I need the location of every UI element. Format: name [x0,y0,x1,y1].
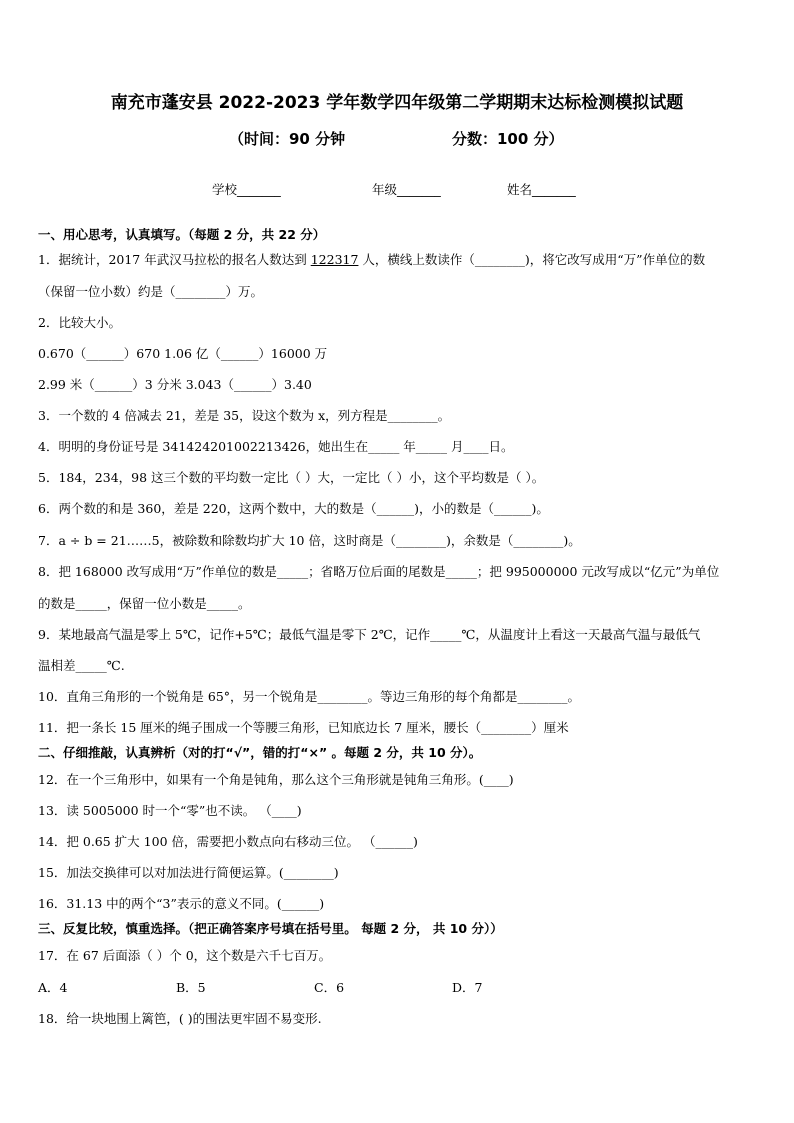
page-title: 南充市蓬安县 2022-2023 学年数学四年级第二学期期末达标检测模拟试题 [110,93,684,113]
section-3-heading: 三、反复比较，慎重选择。（把正确答案序号填在括号里。 每题 2 分， 共 10 分）） [38,921,503,936]
question-17: 17．在 67 后面添（ ）个 0，这个数是六千七百万。 [38,948,332,963]
question-17-option-d: D．7 [452,980,483,995]
question-10: 10．直角三角形的一个锐角是 65°，另一个锐角是________。等边三角形的每个角都是________。 [38,689,581,704]
question-12: 12．在一个三角形中，如果有一个角是钝角，那么这个三角形就是钝角三角形。(____) [38,772,514,787]
question-14: 14．把 0.65 扩大 100 倍，需要把小数点向右移动三位。 （______) [38,834,418,849]
question-9-cont: 温相差_____℃. [38,658,125,673]
question-18: 18．给一块地围上篱笆，( )的围法更牢固不易变形. [38,1011,322,1026]
question-17-option-b: B．5 [176,980,206,995]
question-5: 5．184，234，98 这三个数的平均数一定比（ ）大，一定比（ ）小，这个平均数是（ ）。 [38,470,545,485]
grade-field: 年级_______ [372,182,441,197]
question-9: 9．某地最高气温是零上 5℃，记作+5℃；最低气温是零下 2℃，记作_____℃，从温度计上看这一天最高气温与最低气 [38,627,701,642]
section-2-heading: 二、仔细推敲，认真辨析（对的打“√”，错的打“×” 。每题 2 分，共 10 分）。 [38,745,482,760]
question-2-row-1: 0.670（______）670 1.06 亿（______）16000 万 [38,346,328,361]
exam-time: （时间：90 分钟 [229,130,346,148]
question-1-text-b: 人，横线上数读作（________)，将它改写成用“万”作单位的数 [358,252,706,267]
question-1-text-a: 1．据统计，2017 年武汉马拉松的报名人数达到 [38,252,311,267]
question-6: 6．两个数的和是 360，差是 220，这两个数中，大的数是（______)，小的数是（______)。 [38,501,549,516]
question-1-cont: （保留一位小数）约是（________）万。 [38,284,264,299]
question-13: 13．读 5005000 时一个“零”也不读。 （____) [38,803,302,818]
question-4: 4．明明的身份证号是 341424201002213426，她出生在_____ 年_____ 月____日。 [38,439,514,454]
exam-score: 分数：100 分） [452,130,564,148]
question-7: 7．a ÷ b = 21……5，被除数和除数均扩大 10 倍，这时商是（________)，余数是（________)。 [38,533,581,548]
question-2: 2．比较大小。 [38,315,121,330]
question-17-option-a: A．4 [38,980,68,995]
question-16: 16．31.13 中的两个“3”表示的意义不同。(______) [38,896,325,911]
question-1 [38,250,705,268]
section-1-heading: 一、用心思考，认真填写。（每题 2 分，共 22 分） [38,227,326,242]
question-11: 11．把一条长 15 厘米的绳子围成一个等腰三角形，已知底边长 7 厘米，腰长（________）厘米 [38,720,569,735]
question-15: 15．加法交换律可以对加法进行简便运算。(________) [38,865,339,880]
question-8-cont: 的数是_____，保留一位小数是_____。 [38,596,251,611]
school-field: 学校_______ [212,182,281,197]
question-1-number: 122317 [310,252,359,267]
question-3: 3．一个数的 4 倍减去 21，差是 35，设这个数为 x，列方程是________。 [38,408,451,423]
name-field: 姓名_______ [507,182,576,197]
question-17-option-c: C．6 [314,980,345,995]
question-8: 8．把 168000 改写成用“万”作单位的数是_____；省略万位后面的尾数是_____；把 995000000 元改写成以“亿元”为单位 [38,564,720,579]
question-2-row-2: 2.99 米（______）3 分米 3.043（______）3.40 [38,377,312,392]
